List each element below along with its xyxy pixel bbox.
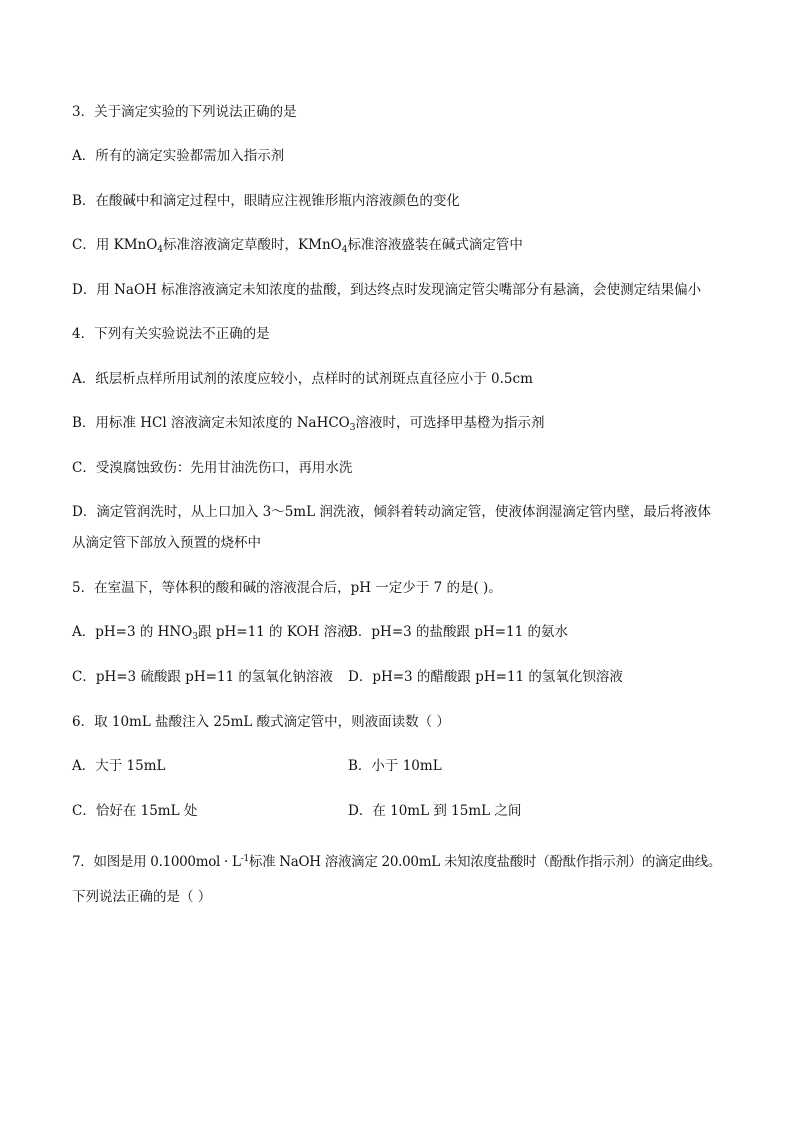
- option-a-text-2: 跟 pH=11 的 KOH 溶液: [198, 624, 351, 640]
- question-4-option-d-line-1: D．滴定管润洗时，从上口加入 3～5mL 润洗液，倾斜着转动滴定管，使液体润湿滴定管内壁，最后将液体: [72, 504, 711, 520]
- question-6-option-a: A．大于 15mL: [72, 758, 166, 774]
- subscript: 3: [192, 632, 199, 642]
- option-b-text-2: 溶液时，可选择甲基橙为指示剂: [355, 415, 545, 431]
- stem-text-2: 标准 NaOH 溶液滴定 20.00mL 未知浓度盐酸时（酚酞作指示剂）的滴定曲线。: [248, 854, 722, 870]
- question-4-option-c: C．受溴腐蚀致伤：先用甘油洗伤口，再用水洗: [72, 460, 353, 476]
- stem-text-1: 7．如图是用 0.1000mol · L: [72, 854, 241, 870]
- option-c-text-1: C．用 KMnO: [72, 237, 158, 253]
- question-6-option-d: D．在 10mL 到 15mL 之间: [348, 803, 522, 819]
- question-4-option-b: [72, 414, 544, 432]
- subscript: 3: [349, 423, 356, 433]
- question-3-stem: 3．关于滴定实验的下列说法正确的是: [72, 104, 297, 120]
- question-6-option-c: C．恰好在 15mL 处: [72, 803, 198, 819]
- question-3-option-c: [72, 236, 523, 254]
- question-5-stem: 5．在室温下，等体积的酸和碱的溶液混合后，pH 一定少于 7 的是( )。: [72, 580, 502, 596]
- question-3-option-b: B．在酸碱中和滴定过程中，眼睛应注视锥形瓶内溶液颜色的变化: [72, 193, 460, 209]
- subscript: 4: [157, 245, 164, 255]
- superscript: -1: [240, 854, 249, 864]
- subscript: 4: [341, 245, 348, 255]
- question-7-stem-line-2: 下列说法正确的是（ ）: [72, 889, 212, 905]
- question-5-option-b: B．pH=3 的盐酸跟 pH=11 的氨水: [348, 624, 569, 640]
- option-b-text-1: B．用标准 HCl 溶液滴定未知浓度的 NaHCO: [72, 415, 350, 431]
- question-3-option-d: D．用 NaOH 标准溶液滴定未知浓度的盐酸，到达终点时发现滴定管尖嘴部分有悬滴，会使测定结果偏小: [72, 282, 702, 298]
- question-6-stem: 6．取 10mL 盐酸注入 25mL 酸式滴定管中，则液面读数（ ）: [72, 714, 450, 730]
- question-5-option-d: D．pH=3 的醋酸跟 pH=11 的氢氧化钡溶液: [348, 669, 623, 685]
- question-3-option-a: A．所有的滴定实验都需加入指示剂: [72, 148, 285, 164]
- option-c-text-2: 标准溶液滴定草酸时，KMnO: [163, 237, 342, 253]
- question-5-option-c: C．pH=3 硫酸跟 pH=11 的氢氧化钠溶液: [72, 669, 333, 685]
- question-5-option-a: [72, 623, 351, 641]
- option-a-text-1: A．pH=3 的 HNO: [72, 624, 193, 640]
- question-4-option-d-line-2: 从滴定管下部放入预置的烧杯中: [72, 535, 261, 551]
- option-c-text-3: 标准溶液盛装在碱式滴定管中: [347, 237, 523, 253]
- question-7-stem-line-1: [72, 853, 721, 871]
- question-6-option-b: B．小于 10mL: [348, 758, 442, 774]
- question-4-option-a: A．纸层析点样所用试剂的浓度应较小，点样时的试剂斑点直径应小于 0.5cm: [72, 371, 533, 387]
- question-4-stem: 4．下列有关实验说法不正确的是: [72, 326, 270, 342]
